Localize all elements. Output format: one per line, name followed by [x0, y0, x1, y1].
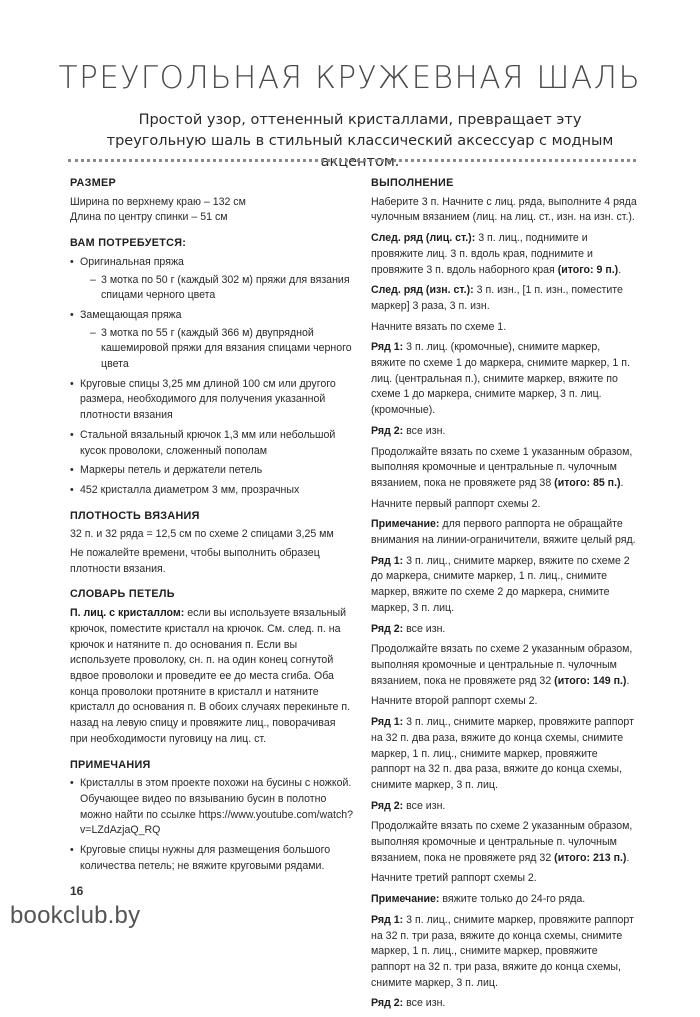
sub-list — [80, 273, 355, 304]
list-item: • Маркеры петель и держатели петель — [70, 463, 355, 479]
row-text: все изн. — [406, 622, 446, 635]
gauge-heading: ПЛОТНОСТЬ ВЯЗАНИЯ — [70, 509, 200, 522]
row-text: 3 п. лиц., поднимите и провяжите лиц. 3 п. вдоль края, поднимите и провяжите 3 п. вдоль наборного края — [371, 232, 593, 276]
note-text: вяжите только до 24-го ряда. — [442, 893, 586, 906]
punctuation: . — [618, 263, 622, 276]
gauge-note: Не пожалейте времени, чтобы выполнить образец плотности вязания. — [70, 547, 320, 575]
row-label: Ряд 2: — [371, 622, 404, 635]
paragraph: Начните второй раппорт схемы 2. — [371, 695, 538, 708]
intro-text: Простой узор, оттененный кристаллами, превращает эту треугольную шаль в стильный классический аксессуар с модным акцентом. — [106, 112, 614, 170]
notes-list — [70, 776, 355, 874]
dotted-divider — [68, 159, 636, 162]
sub-list — [80, 326, 355, 373]
punctuation: . — [626, 851, 630, 864]
page-title: ТРЕУГОЛЬНАЯ КРУЖЕВНАЯ ШАЛЬ — [58, 60, 642, 96]
row-label: Ряд 2: — [371, 997, 404, 1010]
row-text: все изн. — [406, 424, 446, 437]
watermark: bookclub.by — [10, 902, 141, 929]
row-text: 3 п. лиц., снимите маркер, провяжите раппорт на 32 п. два раза, вяжите до конца схемы, снимите маркер, 1 п. лиц., снимите маркер, провяжите раппорт на 32 п. два раза, вяжите до конца схемы, снимите маркер, 3 п. лиц. — [371, 716, 634, 791]
paragraph — [371, 715, 637, 794]
paragraph: Начните первый раппорт схемы 2. — [371, 497, 541, 510]
row-text: все изн. — [406, 799, 446, 812]
stitch-total: (итого: 85 п.) — [554, 476, 621, 489]
execution-heading: ВЫПОЛНЕНИЕ — [371, 177, 454, 189]
glossary-definition: если вы используете вязальный крючок, поместите кристалл на крючок. См. след. п. на крючок и натяните п. до основания п. Если вы используете проволоку, сн. п. на один конец согнутой вдвое проволоки и проведите ее до места сгиба. Оба конца проволоки протяните в кристалл и натяните кристалл до основания п. В обоих случаях перекиньте п. назад на левую спицу и провяжите лиц., поворачивая при необходимости пуговицу на лиц. ст. — [70, 607, 351, 745]
paragraph — [371, 913, 637, 992]
left-column — [70, 176, 355, 884]
paragraph — [371, 892, 637, 908]
page-number: 16 — [70, 884, 84, 898]
punctuation: . — [620, 476, 624, 489]
row-text: 3 п. изн., [1 п. изн., поместите маркер] 3 раза, 3 п. изн. — [371, 284, 623, 312]
paragraph: Начните третий раппорт схемы 2. — [371, 872, 537, 885]
row-text: 3 п. лиц. (кромочные), снимите маркер, вяжите по схеме 1 до маркера, снимите маркер, 1 п. лиц. (центральная п.), снимите маркер, вяжите по схеме 1 до маркера, снимите маркер, 3 п. лиц. (кромочные). — [371, 341, 630, 417]
row-text: все изн. — [406, 997, 446, 1010]
paragraph: Начните вязать по схеме 1. — [371, 320, 507, 333]
note-label: Примечание: — [371, 518, 440, 531]
sub-list-item: – 3 мотка по 50 г (каждый 302 м) пряжи для вязания спицами черного цвета — [80, 273, 355, 304]
list-item: • Стальной вязальный крючок 1,3 мм или небольшой кусок проволоки, сложенный пополам — [70, 428, 355, 459]
paragraph — [371, 517, 637, 548]
paragraph — [371, 996, 637, 1012]
paragraph — [371, 642, 637, 689]
notes-section — [70, 758, 355, 875]
size-length: Длина по центру спинки – 51 см — [70, 211, 228, 224]
glossary-heading: СЛОВАРЬ ПЕТЕЛЬ — [70, 588, 175, 601]
list-item: • Круговые спицы 3,25 мм длиной 100 см или другого размера, необходимого для получения указанной плотности вязания — [70, 377, 355, 424]
materials-item-original-yarn: Оригинальная пряжа — [80, 255, 184, 268]
row-text: Продолжайте вязать по схеме 2 указанным образом, выполняя кромочные и центральные п. чулочным вязанием, пока не провяжете ряд 32 — [371, 643, 633, 687]
stitch-total: (итого: 9 п.) — [557, 263, 619, 276]
size-heading: РАЗМЕР — [70, 177, 117, 189]
row-label: Ряд 2: — [371, 799, 404, 812]
row-text: Продолжайте вязать по схеме 2 указанным образом, выполняя кромочные и центральные п. чулочным вязанием, пока не провяжете ряд 32 — [371, 820, 633, 864]
stitch-total: (итого: 149 п.) — [554, 674, 627, 687]
list-item: • Круговые спицы нужны для размещения большого количества петель; не вяжите круговыми рядами. — [70, 843, 355, 874]
notes-heading: ПРИМЕЧАНИЯ — [70, 758, 151, 771]
row-text: Продолжайте вязать по схеме 1 указанным образом, выполняя кромочные и центральные п. чулочным вязанием, пока не провяжете ряд 38 — [371, 445, 633, 489]
row-label: Ряд 1: — [371, 716, 404, 729]
stitch-total: (итого: 213 п.) — [554, 851, 627, 864]
list-item: • Кристаллы в этом проекте похожи на бусины с ножкой. Обучающее видео по вязыванию бусин в полотно можно найти по ссылке https://www.youtube.com/watch?v=LZdAzjaQ_RQ — [70, 776, 355, 839]
materials-list — [70, 255, 355, 499]
size-section — [70, 176, 355, 226]
paragraph — [371, 283, 637, 314]
paragraph — [371, 340, 637, 419]
note-text: для первого раппорта не обращайте внимания на линии-ограничители, вяжите целый ряд. — [371, 518, 636, 547]
paragraph — [371, 445, 637, 492]
row-label: Ряд 1: — [371, 554, 404, 567]
right-column — [371, 176, 637, 1017]
gauge-section — [70, 509, 355, 578]
row-text: 3 п. лиц., снимите маркер, вяжите по схеме 2 до маркера, снимите маркер, 1 п. лиц., снимите маркер, вяжите по схеме 2 до маркера, снимите маркер, 3 п. лиц. — [371, 554, 630, 614]
paragraph — [371, 231, 637, 278]
list-item — [70, 308, 355, 373]
row-label: Ряд 1: — [371, 913, 404, 926]
materials-section — [70, 236, 355, 499]
paragraph — [371, 554, 637, 617]
row-label: Ряд 1: — [371, 341, 404, 354]
paragraph — [371, 799, 637, 815]
note-label: Примечание: — [371, 893, 440, 906]
paragraph — [371, 819, 637, 866]
size-width: Ширина по верхнему краю – 132 см — [70, 195, 246, 208]
paragraph — [371, 424, 637, 440]
paragraph — [371, 622, 637, 638]
row-label: След. ряд (изн. ст.): — [371, 284, 474, 297]
materials-heading: ВАМ ПОТРЕБУЕТСЯ: — [70, 237, 187, 250]
punctuation: . — [626, 674, 630, 687]
materials-item-substitute-yarn: Замещающая пряжа — [80, 308, 182, 321]
glossary-section — [70, 587, 355, 747]
paragraph: Наберите 3 п. Начните с лиц. ряда, выполните 4 ряда чулочным вязанием (лиц. на лиц. ст., изн. на изн. ст.). — [371, 195, 637, 224]
glossary-entry — [70, 606, 355, 747]
sub-list-item: – 3 мотка по 55 г (каждый 366 м) двупрядной кашемировой пряжи для вязания спицами черного цвета — [80, 326, 355, 373]
list-item — [70, 255, 355, 304]
row-label: Ряд 2: — [371, 424, 404, 437]
list-item: • 452 кристалла диаметром 3 мм, прозрачных — [70, 483, 355, 499]
gauge-value: 32 п. и 32 ряда = 12,5 см по схеме 2 спицами 3,25 мм — [70, 528, 334, 541]
glossary-term: П. лиц. с кристаллом: — [70, 607, 185, 620]
row-text: 3 п. лиц., снимите маркер, провяжите раппорт на 32 п. три раза, вяжите до конца схемы, снимите маркер, 1 п. лиц., снимите маркер, провяжите раппорт на 32 п. три раза, вяжите до конца схемы, снимите маркер, 3 п. лиц. — [371, 913, 634, 989]
row-label: След. ряд (лиц. ст.): — [371, 232, 476, 245]
